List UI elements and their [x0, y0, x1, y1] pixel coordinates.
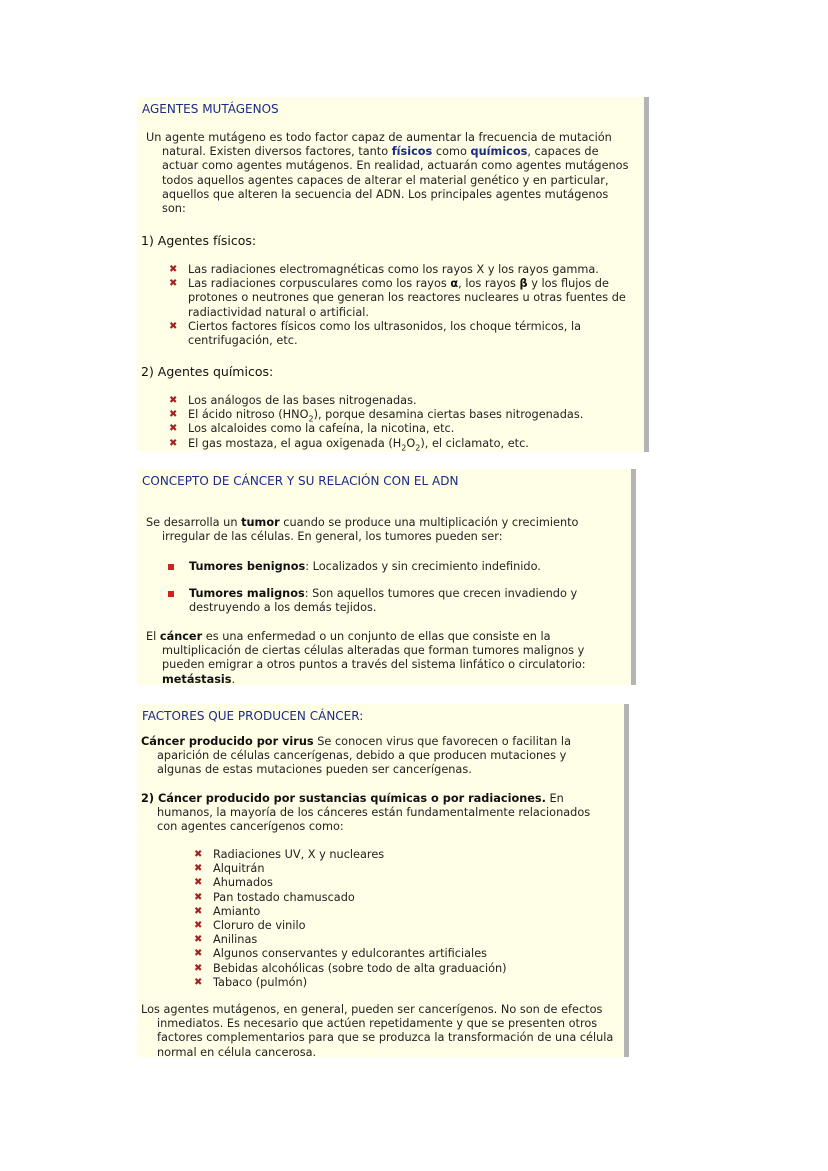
cross-bullet-icon: ✖ — [194, 934, 203, 946]
list-item: ✖ Las radiaciones electromagnéticas como los rayos X y los rayos gamma. — [169, 263, 599, 276]
section-title: AGENTES MUTÁGENOS — [142, 102, 279, 116]
list-item: ✖ Anilinas — [194, 933, 258, 947]
list-item: ✖ Ahumados — [194, 876, 273, 890]
keyword-tumor: tumor — [241, 516, 280, 529]
cross-bullet-icon: ✖ — [194, 920, 203, 932]
section-title: CONCEPTO DE CÁNCER Y SU RELACIÓN CON EL ADN — [142, 474, 459, 488]
tumor-paragraph: Se desarrolla un tumor cuando se produce una multiplicación y crecimiento irregular de las células. En general, los tumores pueden ser: — [146, 516, 579, 544]
cross-bullet-icon: ✖ — [169, 409, 178, 421]
list-item: ✖ Cloruro de vinilo — [194, 919, 306, 933]
list-item: ✖ Los alcaloides como la cafeína, la nicotina, etc. — [169, 422, 455, 436]
subheading-agentes-quimicos: 2) Agentes químicos: — [141, 364, 274, 379]
list-item: ✖ Radiaciones UV, X y nucleares — [194, 848, 385, 861]
keyword-cancer: cáncer — [159, 630, 203, 643]
cancer-paragraph: El cáncer es una enfermedad o un conjunto de ellas que consiste en la multiplicación de ciertas células alteradas que forman tumores malignos y pueden emigrar a otros puntos a través del sistema linfático o circulatorio: metástasis. — [146, 630, 586, 686]
list-item: ✖ El ácido nitroso $(HNO_2)$, porque desamina ciertas bases nitrogenadas. — [169, 408, 584, 424]
square-bullet-icon — [168, 564, 174, 570]
section-title: FACTORES QUE PRODUCEN CÁNCER: — [142, 709, 364, 723]
list-item: ✖ Tabaco (pulmón) — [194, 975, 308, 989]
square-bullet-icon — [168, 591, 174, 597]
panel-concepto-cancer — [137, 469, 631, 685]
list-item: ✖ Los análogos de las bases nitrogenadas. — [169, 394, 417, 407]
list-item: ✖ Bebidas alcohólicas (sobre todo de alta graduación) — [194, 961, 507, 975]
list-item: ✖ Alquitrán — [194, 862, 265, 876]
cross-bullet-icon: ✖ — [169, 320, 178, 332]
list-agentes-quimicos — [169, 394, 639, 451]
cross-bullet-icon: ✖ — [169, 423, 178, 435]
keyword-quimicos: químicos — [470, 145, 528, 159]
cross-bullet-icon: ✖ — [194, 891, 203, 903]
keyword-metastasis: metástasis — [162, 672, 232, 686]
cross-bullet-icon: ✖ — [169, 278, 178, 290]
panel-factores-cancer — [137, 704, 624, 1057]
list-tumores — [168, 560, 613, 616]
list-item: ✖ Pan tostado chamuscado — [194, 890, 355, 904]
list-agentes-fisicos — [169, 263, 639, 348]
cross-bullet-icon: ✖ — [194, 948, 203, 960]
list-agentes-cancerigenos — [194, 848, 594, 990]
list-item: ✖ Amianto — [194, 904, 261, 918]
cross-bullet-icon: ✖ — [169, 264, 178, 275]
cross-bullet-icon: ✖ — [194, 863, 203, 875]
list-item: ✖ Ciertos factores físicos como los ultrasonidos, los choque térmicos, la centrifugación, etc. — [169, 319, 582, 348]
keyword-fisicos: físicos — [391, 145, 433, 159]
cross-bullet-icon: ✖ — [194, 877, 203, 889]
cross-bullet-icon: ✖ — [194, 976, 203, 988]
cross-bullet-icon: ✖ — [194, 849, 203, 860]
subheading-agentes-fisicos: 1) Agentes físicos: — [141, 233, 257, 248]
list-item: ✖ El gas mostaza, el agua oxigenada $(H_2O_2)$, el ciclamato, etc. — [169, 436, 529, 452]
closing-paragraph: Los agentes mutágenos, en general, pueden ser cancerígenos. No son de efectos inmediatos. Es necesario que actúen repetidamente y que se presenten otros factores complementarios para que se produzca la transformación de una célula normal en célula cancerosa. — [141, 1003, 614, 1059]
cross-bullet-icon: ✖ — [169, 395, 178, 406]
cross-bullet-icon: ✖ — [194, 962, 203, 974]
cross-bullet-icon: ✖ — [169, 437, 178, 449]
list-item: ✖ Algunos conservantes y edulcorantes artificiales — [194, 947, 488, 961]
virus-paragraph: Cáncer producido por virus Se conocen virus que favorecen o facilitan la aparición de células cancerígenas, debido a que producen mutaciones y algunas de estas mutaciones pueden ser cancerígenas. — [141, 735, 571, 777]
list-item: Tumores benignos: Localizados y sin crecimiento indefinido. — [168, 560, 613, 574]
chemical-paragraph: 2) Cáncer producido por sustancias químicas o por radiaciones. En humanos, la mayoría de los cánceres están fundamentalmente relacionados con agentes cancerígenos como: — [141, 792, 591, 834]
list-item: ✖ Las radiaciones corpusculares como los rayos α, los rayos β y los flujos de protones o neutrones que generan los reactores nucleares u otras fuentes de radiactividad natural o artificial. — [169, 277, 626, 319]
list-item: Tumores malignos: Son aquellos tumores que crecen invadiendo y destruyendo a los demás tejidos. — [168, 587, 613, 615]
cross-bullet-icon: ✖ — [194, 905, 203, 917]
intro-paragraph: Un agente mutágeno es todo factor capaz de aumentar la frecuencia de mutación natural. Existen diversos factores, tanto físicos como químicos, capaces de actuar como agentes mutágenos. En realidad, actuarán como agentes mutágenos todos aquellos agentes capaces de alterar el material genético y en particular, aquellos que alteren la secuencia del ADN. Los principales agentes mutágenos son: — [146, 131, 629, 216]
panel-agentes-mutagenos — [137, 97, 644, 452]
